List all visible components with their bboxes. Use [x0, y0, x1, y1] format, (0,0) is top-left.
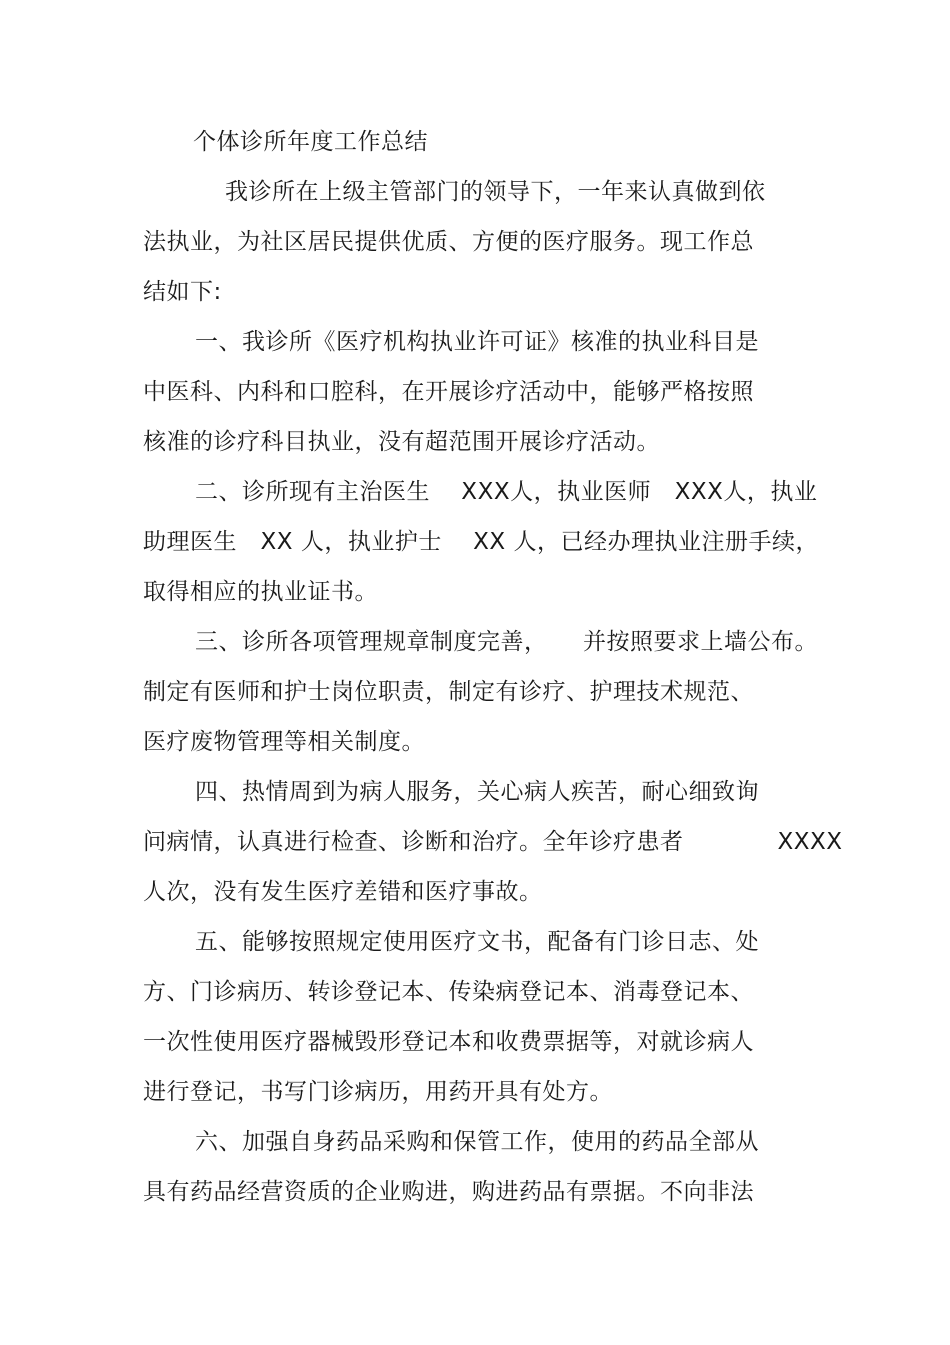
body-line: 中医科、内科和口腔科，在开展诊疗活动中，能够严格按照: [143, 379, 754, 405]
body-line: 助理医生 XX 人，执业护士 XX 人，已经办理执业注册手续，: [143, 529, 819, 555]
body-line: 方、门诊病历、转诊登记本、传染病登记本、消毒登记本、: [143, 979, 754, 1005]
body-line: 具有药品经营资质的企业购进，购进药品有票据。不向非法: [143, 1179, 754, 1205]
body-line: 人次，没有发生医疗差错和医疗事故。: [143, 879, 543, 905]
body-line: 一、我诊所《医疗机构执业许可证》核准的执业科目是: [148, 329, 759, 355]
body-line: 一次性使用医疗器械毁形登记本和收费票据等，对就诊病人: [143, 1029, 754, 1055]
body-line: 制定有医师和护士岗位职责，制定有诊疗、护理技术规范、: [143, 679, 754, 705]
body-line: 结如下:: [143, 279, 222, 305]
body-line: 二、诊所现有主治医生 XXX人，执业医师 XXX人，执业: [148, 479, 818, 505]
body-line: 六、加强自身药品采购和保管工作，使用的药品全部从: [148, 1129, 759, 1155]
body-line: 进行登记，书写门诊病历，用药开具有处方。: [143, 1079, 613, 1105]
body-line: 医疗废物管理等相关制度。: [143, 729, 425, 755]
body-line: 核准的诊疗科目执业，没有超范围开展诊疗活动。: [143, 429, 660, 455]
body-line: 我诊所在上级主管部门的领导下，一年来认真做到依: [178, 179, 766, 205]
body-line: 取得相应的执业证书。: [143, 579, 378, 605]
body-line: 五、能够按照规定使用医疗文书，配备有门诊日志、处: [148, 929, 759, 955]
body-line: 问病情，认真进行检查、诊断和治疗。全年诊疗患者 XXXX: [143, 829, 843, 855]
body-line: 四、热情周到为病人服务，关心病人疾苦，耐心细致询: [148, 779, 759, 805]
body-line: 三、诊所各项管理规章制度完善， 并按照要求上墙公布。: [148, 629, 818, 655]
body-line: 法执业，为社区居民提供优质、方便的医疗服务。现工作总: [143, 229, 754, 255]
document-title: 个体诊所年度工作总结: [193, 129, 428, 155]
